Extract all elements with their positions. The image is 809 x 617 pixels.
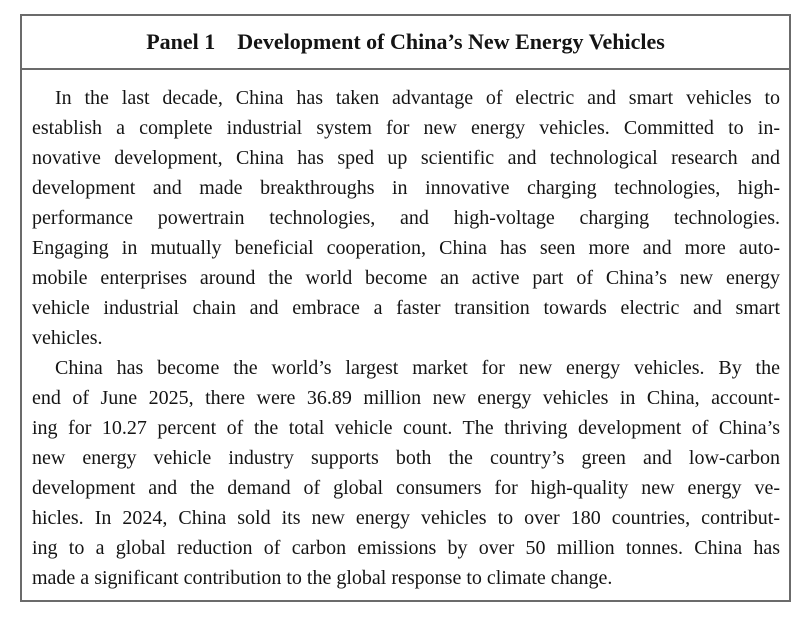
panel-title — [22, 16, 789, 70]
paragraph-1-line: establish a complete industrial system for new energy vehicles. Committed to in- — [32, 117, 780, 139]
paragraph-2-line: ing to a global reduction of carbon emissions by over 50 million tonnes. China has — [32, 537, 780, 559]
paragraph-2-line: ing for 10.27 percent of the total vehicle count. The thriving development of China’s — [32, 417, 780, 439]
paragraph-1-line: vehicles. — [32, 327, 103, 349]
panel-body — [22, 70, 789, 593]
paragraph-2-line: development and the demand of global consumers for high-quality new energy ve- — [32, 477, 780, 499]
paragraph-1-line: development and made breakthroughs in innovative charging technologies, high- — [32, 177, 780, 199]
paragraph-2-line: hicles. In 2024, China sold its new energy vehicles to over 180 countries, contribut- — [32, 507, 780, 529]
paragraph-2-line: new energy vehicle industry supports both the country’s green and low-carbon — [32, 447, 780, 469]
paragraph-1-line: vehicle industrial chain and embrace a faster transition towards electric and smart — [32, 297, 780, 319]
paragraph-1-line: mobile enterprises around the world become an active part of China’s new energy — [32, 267, 780, 289]
paragraph-1-line: In the last decade, China has taken advantage of electric and smart vehicles to — [55, 87, 780, 109]
panel-box — [20, 14, 791, 602]
paragraph-1-line: Engaging in mutually beneficial cooperation, China has seen more and more auto- — [32, 237, 780, 259]
panel-title-text: Development of China’s New Energy Vehicles — [237, 29, 665, 54]
paragraph-2-line: China has become the world’s largest market for new energy vehicles. By the — [55, 357, 780, 379]
paragraph-1-line: novative development, China has sped up scientific and technological research and — [32, 147, 780, 169]
paragraph-1-line: performance powertrain technologies, and high-voltage charging technologies. — [32, 207, 780, 229]
paragraph-2-line: made a significant contribution to the global response to climate change. — [32, 567, 613, 589]
panel-title-label: Panel 1 — [146, 29, 216, 54]
paragraph-2-line: end of June 2025, there were 36.89 million new energy vehicles in China, account- — [32, 387, 780, 409]
